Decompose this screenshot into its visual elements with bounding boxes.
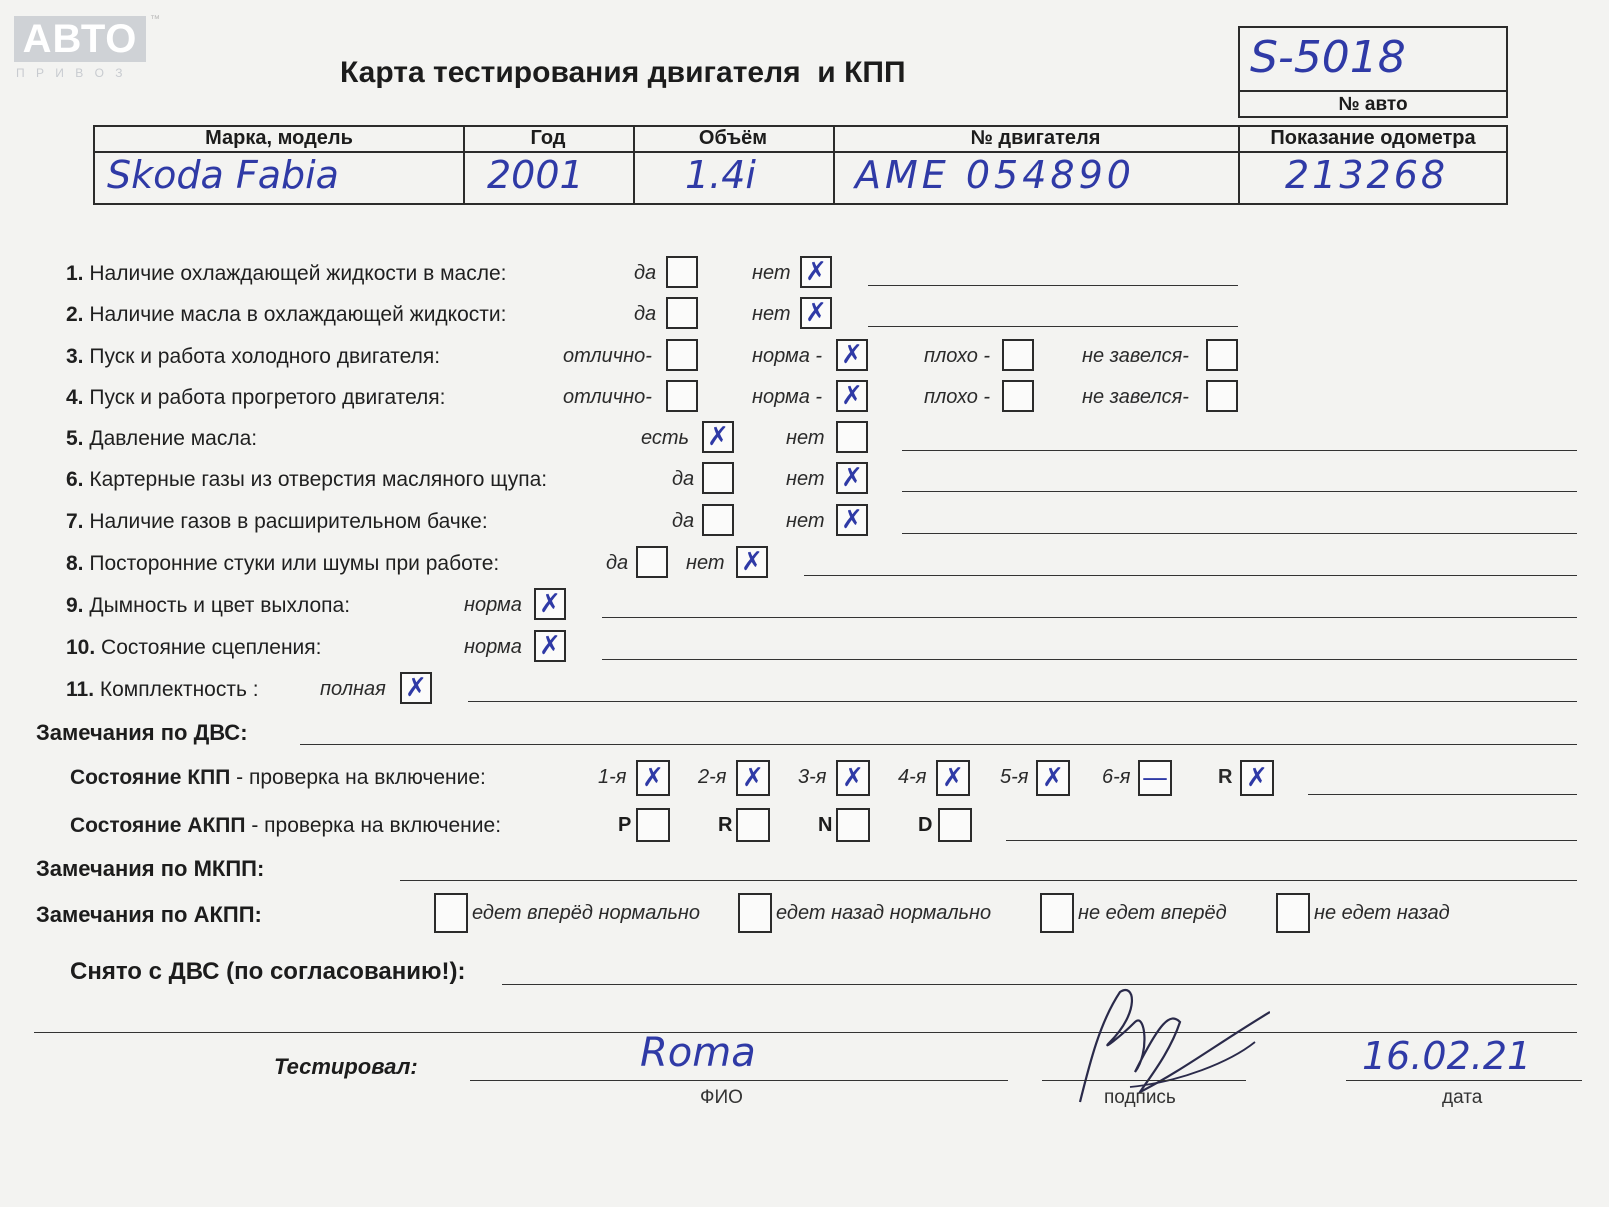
akpp-no-backward-checkbox[interactable] (1276, 893, 1310, 933)
row-5-opt-no: нет (786, 427, 825, 449)
kpp-note-line[interactable] (1308, 794, 1577, 795)
remarks-dvs-line[interactable] (300, 744, 1577, 745)
remarks-akpp-label: Замечания по АКПП: (36, 902, 262, 927)
gear-r-label: R (1218, 766, 1233, 788)
gear-6-label: 6-я (1102, 766, 1131, 788)
row-5-no-checkbox[interactable] (836, 421, 868, 453)
akpp-no-backward-label: не едет назад (1314, 902, 1450, 924)
row-8-yes-checkbox[interactable] (636, 546, 668, 578)
page-title: Карта тестирования двигателя и КПП (340, 56, 906, 89)
akpp-mode-n-label: N (818, 814, 833, 836)
akpp-mode-r-label: R (718, 814, 733, 836)
row-10-note-line[interactable] (602, 659, 1577, 660)
row-8-opt-yes: да (606, 552, 629, 574)
akpp-mode-r-checkbox[interactable] (736, 808, 770, 842)
row-8-no-checkbox[interactable]: ✗ (736, 546, 768, 578)
row-5-note-line[interactable] (902, 450, 1577, 451)
logo-sub: П Р И В О З (16, 66, 127, 80)
akpp-backward-ok-label: едет назад нормально (776, 902, 992, 924)
row-5-label: 5. Давление масла: (66, 427, 258, 450)
row-2-yes-checkbox[interactable] (666, 297, 698, 329)
remarks-dvs-label: Замечания по ДВС: (36, 720, 248, 745)
value-model: Skoda Fabia (107, 153, 339, 197)
car-number-divider (1240, 90, 1506, 92)
gear-6-checkbox[interactable]: — (1138, 760, 1172, 796)
akpp-backward-ok-checkbox[interactable] (738, 893, 772, 933)
tested-name-line[interactable] (470, 1080, 1008, 1081)
date-caption: дата (1442, 1087, 1483, 1108)
gear-r-checkbox[interactable]: ✗ (1240, 760, 1274, 796)
row-11-full-checkbox[interactable]: ✗ (400, 672, 432, 704)
akpp-forward-ok-label: едет вперёд нормально (472, 902, 701, 924)
row-9-note-line[interactable] (602, 617, 1577, 618)
row-5-yes-checkbox[interactable]: ✗ (702, 421, 734, 453)
row-3-opt-excellent: отлично- (563, 345, 652, 367)
akpp-mode-n-checkbox[interactable] (836, 808, 870, 842)
akpp-mode-d-label: D (918, 814, 933, 836)
akpp-mode-p-checkbox[interactable] (636, 808, 670, 842)
row-4-label: 4. Пуск и работа прогретого двигателя: (66, 386, 446, 409)
gear-3-checkbox[interactable]: ✗ (836, 760, 870, 796)
row-8-label: 8. Посторонние стуки или шумы при работе: (66, 552, 500, 575)
header-engine-number: № двигателя (970, 127, 1101, 149)
removed-label: Снято с ДВС (по согласованию!): (70, 958, 466, 985)
row-7-opt-no: нет (786, 510, 825, 532)
logo (14, 16, 164, 86)
tested-label: Тестировал: (274, 1054, 418, 1079)
row-10-label: 10. Состояние сцепления: (66, 636, 322, 659)
row-7-label: 7. Наличие газов в расширительном бачке: (66, 510, 488, 533)
logo-brand: АВТО (14, 16, 146, 62)
row-7-yes-checkbox[interactable] (702, 504, 734, 536)
car-number-box (1238, 26, 1508, 118)
value-engine-number: AME 054890 (855, 153, 1135, 197)
kpp-label: Состояние КПП - проверка на включение: (70, 766, 486, 789)
row-4-excellent-checkbox[interactable] (666, 380, 698, 412)
logo-tm: ™ (150, 14, 160, 25)
gear-4-label: 4-я (898, 766, 927, 788)
row-1-no-checkbox[interactable]: ✗ (800, 256, 832, 288)
gear-4-checkbox[interactable]: ✗ (936, 760, 970, 796)
row-6-label: 6. Картерные газы из отверстия масляного щупа: (66, 468, 548, 491)
row-2-note-line[interactable] (868, 326, 1238, 327)
value-volume: 1.4i (685, 153, 756, 197)
gear-1-label: 1-я (598, 766, 627, 788)
row-1-opt-no: нет (752, 262, 791, 284)
header-year: Год (530, 127, 566, 149)
akpp-no-forward-checkbox[interactable] (1040, 893, 1074, 933)
removed-line-2[interactable] (34, 1032, 1577, 1033)
row-4-bad-checkbox[interactable] (1002, 380, 1034, 412)
row-6-opt-no: нет (786, 468, 825, 490)
row-3-opt-bad: плохо - (924, 345, 991, 367)
row-9-normal-checkbox[interactable]: ✗ (534, 588, 566, 620)
gear-1-checkbox[interactable]: ✗ (636, 760, 670, 796)
gear-5-label: 5-я (1000, 766, 1029, 788)
row-4-not-started-checkbox[interactable] (1206, 380, 1238, 412)
signature-line[interactable] (1042, 1080, 1246, 1081)
row-7-opt-yes: да (672, 510, 695, 532)
row-6-yes-checkbox[interactable] (702, 462, 734, 494)
akpp-forward-ok-checkbox[interactable] (434, 893, 468, 933)
vehicle-table (93, 125, 1508, 205)
header-volume: Объём (698, 127, 768, 149)
row-9-opt-normal: норма (464, 594, 522, 616)
row-2-opt-yes: да (634, 303, 657, 325)
row-3-opt-normal: норма - (752, 345, 823, 367)
tested-name: Roma (640, 1030, 756, 1076)
gear-5-checkbox[interactable]: ✗ (1036, 760, 1070, 796)
row-11-label: 11. Комплектность : (66, 678, 259, 701)
tested-date: 16.02.21 (1362, 1034, 1532, 1078)
tested-name-caption: ФИО (700, 1087, 743, 1108)
gear-2-checkbox[interactable]: ✗ (736, 760, 770, 796)
row-6-opt-yes: да (672, 468, 695, 490)
akpp-mode-p-label: P (618, 814, 632, 836)
row-7-note-line[interactable] (902, 533, 1577, 534)
row-9-label: 9. Дымность и цвет выхлопа: (66, 594, 351, 617)
row-1-opt-yes: да (634, 262, 657, 284)
row-2-no-checkbox[interactable]: ✗ (800, 297, 832, 329)
row-4-opt-bad: плохо - (924, 386, 991, 408)
row-4-opt-excellent: отлично- (563, 386, 652, 408)
row-2-opt-no: нет (752, 303, 791, 325)
row-11-note-line[interactable] (468, 701, 1577, 702)
row-3-label: 3. Пуск и работа холодного двигателя: (66, 345, 441, 368)
row-3-normal-checkbox[interactable]: ✗ (836, 339, 868, 371)
gear-3-label: 3-я (798, 766, 827, 788)
akpp-no-forward-label: не едет вперёд (1078, 902, 1227, 924)
row-7-no-checkbox[interactable]: ✗ (836, 504, 868, 536)
row-3-opt-not-started: не завелся- (1082, 345, 1189, 367)
remarks-mkpp-label: Замечания по МКПП: (36, 856, 265, 881)
row-11-opt-full: полная (320, 678, 386, 700)
row-6-note-line[interactable] (902, 491, 1577, 492)
gear-2-label: 2-я (698, 766, 727, 788)
row-10-normal-checkbox[interactable]: ✗ (534, 630, 566, 662)
row-1-label: 1. Наличие охлаждающей жидкости в масле: (66, 262, 507, 285)
row-8-note-line[interactable] (804, 575, 1577, 576)
akpp-mode-d-checkbox[interactable] (938, 808, 972, 842)
row-3-bad-checkbox[interactable] (1002, 339, 1034, 371)
row-3-excellent-checkbox[interactable] (666, 339, 698, 371)
row-10-opt-normal: норма (464, 636, 522, 658)
value-year: 2001 (487, 153, 584, 197)
row-3-not-started-checkbox[interactable] (1206, 339, 1238, 371)
row-4-opt-not-started: не завелся- (1082, 386, 1189, 408)
akpp-label: Состояние АКПП - проверка на включение: (70, 814, 502, 837)
remarks-mkpp-line[interactable] (400, 880, 1577, 881)
row-1-yes-checkbox[interactable] (666, 256, 698, 288)
header-model: Марка, модель (205, 127, 353, 149)
car-number-value: S-5018 (1250, 32, 1406, 83)
value-odometer: 213268 (1285, 153, 1449, 197)
row-1-note-line[interactable] (868, 285, 1238, 286)
date-line[interactable] (1346, 1080, 1582, 1081)
signature-caption: подпись (1104, 1087, 1176, 1108)
row-5-opt-yes: есть (641, 427, 690, 449)
row-4-normal-checkbox[interactable]: ✗ (836, 380, 868, 412)
row-4-opt-normal: норма - (752, 386, 823, 408)
car-number-label: № авто (1338, 94, 1408, 115)
row-6-no-checkbox[interactable]: ✗ (836, 462, 868, 494)
row-8-opt-no: нет (686, 552, 725, 574)
header-odometer: Показание одометра (1270, 127, 1476, 149)
row-2-label: 2. Наличие масла в охлаждающей жидкости: (66, 303, 507, 326)
akpp-note-line[interactable] (1006, 840, 1577, 841)
